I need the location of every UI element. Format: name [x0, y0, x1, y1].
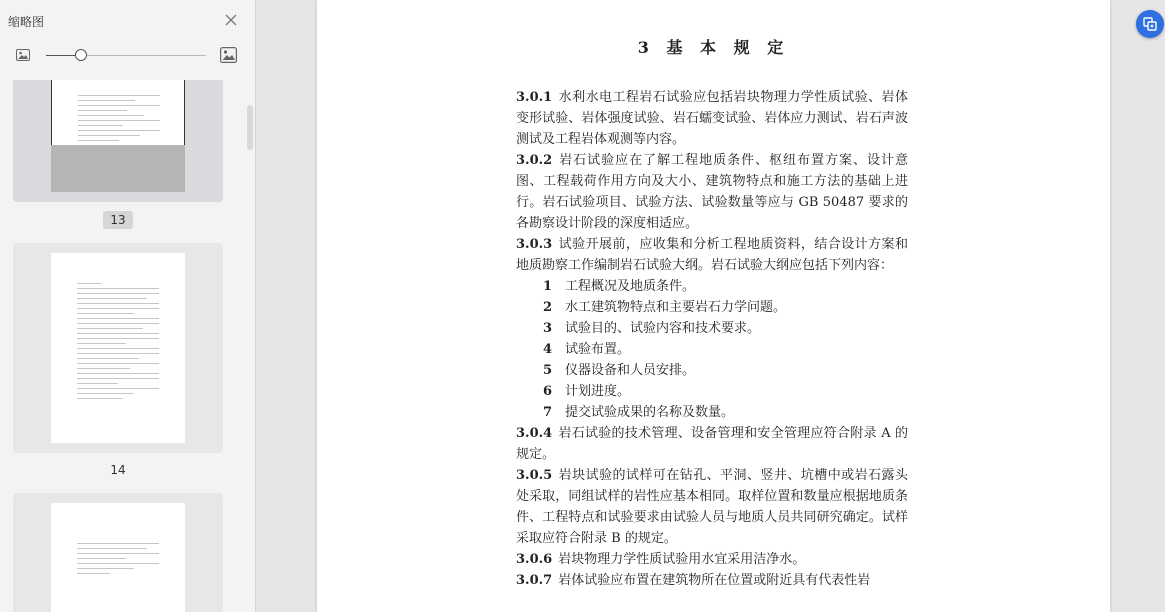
list-item — [516, 276, 908, 297]
chapter-heading: 3 基 本 规 定 — [637, 38, 790, 57]
image-large-icon[interactable] — [220, 47, 237, 63]
document-body — [516, 87, 908, 591]
list-item-text: 试验目的、试验内容和技术要求。 — [565, 321, 761, 336]
list-item-text: 计划进度。 — [565, 384, 631, 399]
clause-number: 3.0.2 — [516, 153, 553, 168]
translate-icon[interactable] — [1136, 10, 1164, 38]
list-item-text: 水工建筑物特点和主要岩石力学问题。 — [565, 300, 787, 315]
close-icon[interactable] — [224, 13, 238, 27]
list-item-text: 提交试验成果的名称及数量。 — [565, 405, 735, 420]
thumbnail-text-lines — [77, 543, 159, 578]
clause-text: 岩石试验的技术管理、设备管理和安全管理应符合附录 A 的规定。 — [516, 426, 908, 462]
thumbnail-page-13[interactable] — [13, 80, 223, 202]
clause-number: 3.0.1 — [516, 90, 553, 105]
list-item-number: 5 — [543, 363, 553, 378]
thumbnail-image — [51, 253, 185, 443]
clause-number: 3.0.5 — [516, 468, 553, 483]
list-item-text: 试验布置。 — [565, 342, 631, 357]
list-item-number: 1 — [543, 279, 553, 294]
thumbnail-viewport-shade — [51, 145, 185, 192]
zoom-slider-thumb[interactable] — [75, 49, 87, 61]
list-item-number: 4 — [543, 342, 553, 357]
clause-3-0-6 — [516, 549, 908, 570]
list-item — [516, 339, 908, 360]
clause-text: 试验开展前，应收集和分析工程地质资料，结合设计方案和地质勘察工作编制岩石试验大纲。岩石试验大纲应包括下列内容： — [516, 237, 908, 273]
thumbnail-list[interactable] — [0, 80, 244, 612]
clause-text: 岩块试验的试样可在钻孔、平洞、竖井、坑槽中或岩石露头处采取，同组试样的岩性应基本相同。取样位置和数量应根据地质条件、工程特点和试验要求由试验人员与地质人员共同研究确定。试样采取应符合附录 B 的规定。 — [516, 468, 908, 546]
thumbnail-page-14[interactable] — [13, 243, 223, 453]
thumbnail-panel-title: 缩略图 — [8, 15, 45, 29]
clause-number: 3.0.4 — [516, 426, 553, 441]
thumbnail-zoom-bar — [0, 40, 255, 72]
list-item-number: 7 — [543, 405, 553, 420]
list-item-text: 仪器设备和人员安排。 — [565, 363, 696, 378]
clause-3-0-4 — [516, 423, 908, 465]
thumbnail-panel — [0, 0, 256, 612]
thumbnail-panel-header — [0, 0, 255, 40]
list-item-number: 6 — [543, 384, 553, 399]
clause-text: 岩块物理力学性质试验用水宜采用洁净水。 — [558, 552, 806, 567]
thumbnail-text-lines — [77, 283, 159, 403]
list-item-number: 3 — [543, 321, 553, 336]
clause-text: 岩体试验应布置在建筑物所在位置或附近具有代表性岩 — [558, 573, 871, 588]
document-page — [317, 0, 1110, 612]
thumbnail-page-label: 14 — [110, 463, 126, 477]
clause-number: 3.0.7 — [516, 573, 553, 588]
list-item — [516, 402, 908, 423]
clause-text: 水利水电工程岩石试验应包括岩块物理力学性质试验、岩体变形试验、岩体强度试验、岩石蠕变试验、岩体应力测试、岩石声波测试及工程岩体观测等内容。 — [516, 90, 908, 147]
clause-number: 3.0.6 — [516, 552, 553, 567]
list-item — [516, 360, 908, 381]
list-item — [516, 297, 908, 318]
clause-3-0-1 — [516, 87, 908, 150]
clause-3-0-7 — [516, 570, 908, 591]
list-item-text: 工程概况及地质条件。 — [565, 279, 696, 294]
clause-3-0-3 — [516, 234, 908, 276]
thumbnail-page-15[interactable] — [13, 493, 223, 612]
zoom-slider[interactable] — [46, 55, 206, 56]
clause-text: 岩石试验应在了解工程地质条件、枢纽布置方案、设计意图、工程载荷作用方向及大小、建筑物特点和施工方法的基础上进行。岩石试验项目、试验方法、试验数量等应与 GB 50487 要求的各勘察设计阶段的深度相适应。 — [516, 153, 908, 231]
clause-3-0-5 — [516, 465, 908, 549]
image-small-icon[interactable] — [16, 49, 30, 61]
thumbnail-image — [51, 503, 185, 612]
thumbnail-scrollbar[interactable] — [247, 105, 253, 150]
list-item — [516, 318, 908, 339]
clause-number: 3.0.3 — [516, 237, 553, 252]
list-item-number: 2 — [543, 300, 553, 315]
list-item — [516, 381, 908, 402]
clause-3-0-2 — [516, 150, 908, 234]
thumbnail-page-label: 13 — [103, 211, 133, 229]
